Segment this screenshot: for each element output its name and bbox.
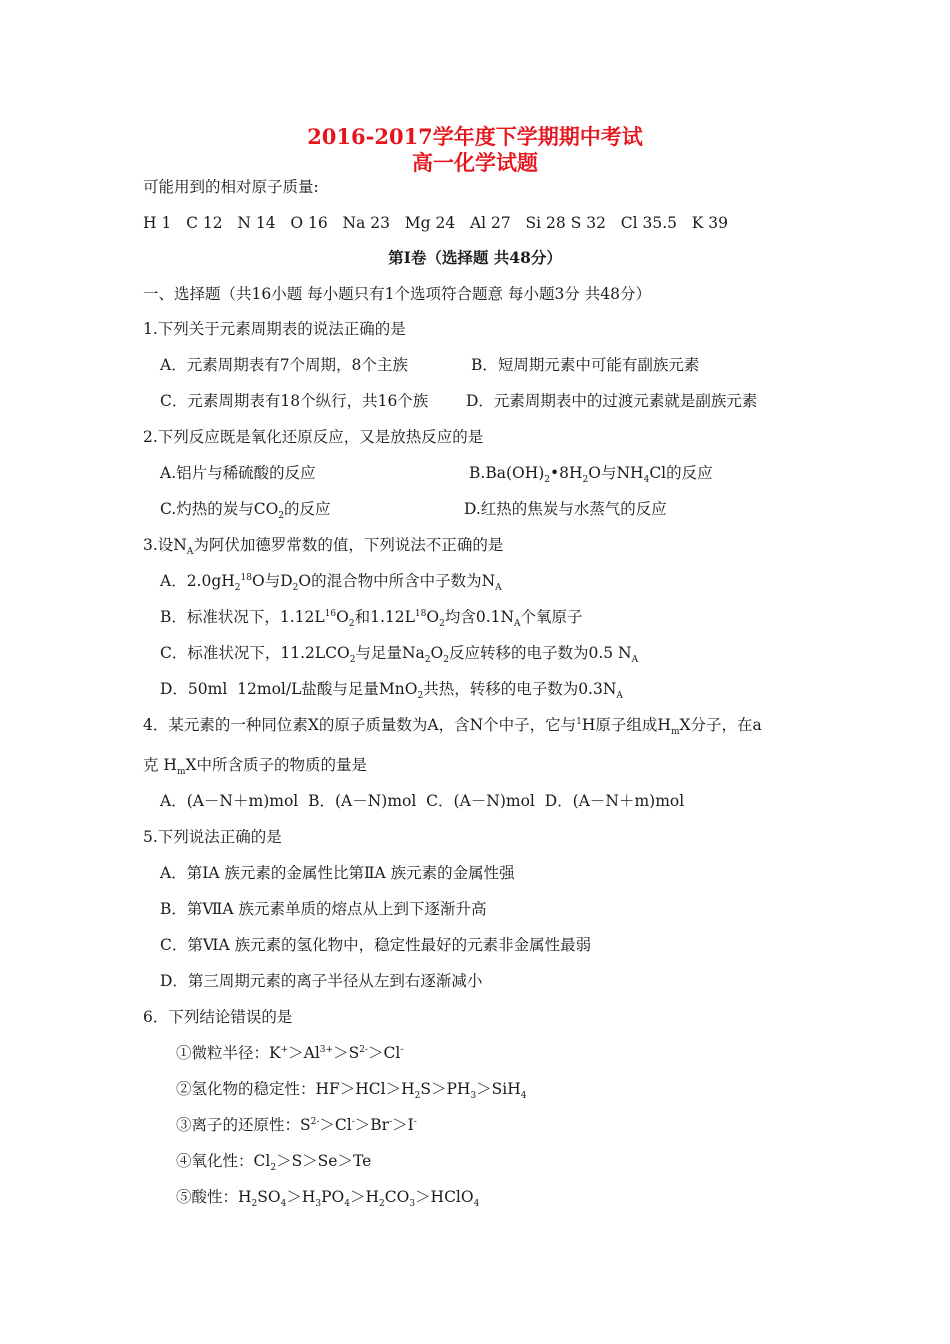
question-4-options: A．(A－N＋m)mol B．(A－N)mol C．(A－N)mol D．(A－N＋m)mol (160, 792, 685, 810)
question-2-option-b: $B.Ba(OH)_2•8H_2O$与$NH_4Cl$的反应 (469, 464, 713, 486)
question-3-option-b: B．标准状况下，$1.12L^{16}O_2$和$1.12L^{18}O_2$均含$0.1N_A$个氧原子 (160, 608, 583, 630)
atomic-mass-list: H 1 C 12 N 14 O 16 Na 23 Mg 24 Al 27 Si 28 S 32 Cl 35.5 K 39 (143, 214, 729, 232)
section-heading: 第Ⅰ卷（选择题 共48分） (388, 248, 562, 267)
question-1-option-a: A．元素周期表有7个周期，8个主族 (160, 356, 408, 374)
question-6-item-3: ③离子的还原性：$S^{2-}>Cl^->Br^->I^-$ (176, 1116, 417, 1134)
question-3-option-d: D．50ml 12mol/L盐酸与足量MnO$_2$共热，转移的电子数为$0.3N_A$ (160, 680, 623, 702)
question-6-stem: 6．下列结论错误的是 (143, 1008, 293, 1026)
question-1-option-b: B．短周期元素中可能有副族元素 (471, 356, 700, 374)
question-2-option-d: D.红热的焦炭与水蒸气的反应 (464, 500, 667, 518)
exam-subtitle: 高一化学试题 (412, 150, 538, 175)
question-1-stem: 1.下列关于元素周期表的说法正确的是 (143, 320, 406, 338)
question-1-option-c: C．元素周期表有18个纵行，共16个族 (160, 392, 429, 410)
question-3-stem: 3.设$N_A$为阿伏加德罗常数的值，下列说法不正确的是 (143, 536, 504, 558)
exam-title: 2016-2017学年度下学期期中考试 (307, 124, 643, 149)
part-heading: 一、选择题（共16小题 每小题只有1个选项符合题意 每小题3分 共48分） (143, 285, 651, 303)
question-6-item-1: ①微粒半径：$K^+>Al^{3+}>S^{2-}>Cl^-$ (176, 1044, 404, 1062)
question-2-option-a: A.铝片与稀硫酸的反应 (160, 464, 316, 482)
question-5-option-d: D．第三周期元素的离子半径从左到右逐渐减小 (160, 972, 483, 990)
question-4-stem-line-2: 克 $H_mX$中所含质子的物质的量是 (143, 756, 368, 778)
question-5-option-b: B．第ⅦA 族元素单质的熔点从上到下逐渐升高 (160, 900, 487, 918)
question-6-item-2: ②氢化物的稳定性：$HF>HCl>H_2S>PH_3>SiH_4$ (176, 1080, 527, 1102)
question-6-item-4: ④氧化性：$Cl_2>S>Se>Te$ (176, 1152, 372, 1174)
question-4-stem-line-1: 4．某元素的一种同位素X的原子质量数为A，含N个中子，它与$^1$H原子组成$H_mX$分子，在a (143, 716, 762, 738)
question-6-item-5: ⑤酸性：$H_2SO_4>H_3PO_4>H_2CO_3>HClO_4$ (176, 1188, 480, 1210)
question-2-option-c: C.灼热的炭与$CO_2$的反应 (160, 500, 331, 522)
question-1-option-d: D．元素周期表中的过渡元素就是副族元素 (466, 392, 758, 410)
question-5-option-a: A．第ⅠA 族元素的金属性比第ⅡA 族元素的金属性强 (160, 864, 515, 882)
atomic-mass-label: 可能用到的相对原子质量: (143, 178, 319, 196)
question-2-stem: 2.下列反应既是氧化还原反应，又是放热反应的是 (143, 428, 484, 446)
question-3-option-a: A．$2.0gH_2^{18}O$与$D_2O$的混合物中所含中子数为$N_A$ (160, 572, 502, 594)
question-3-option-c: C．标准状况下，$11.2LCO_2$与足量$Na_2O_2$反应转移的电子数为0.5 $N_A$ (160, 644, 639, 666)
question-5-stem: 5.下列说法正确的是 (143, 828, 282, 846)
question-5-option-c: C．第ⅥA 族元素的氢化物中，稳定性最好的元素非金属性最弱 (160, 936, 592, 954)
